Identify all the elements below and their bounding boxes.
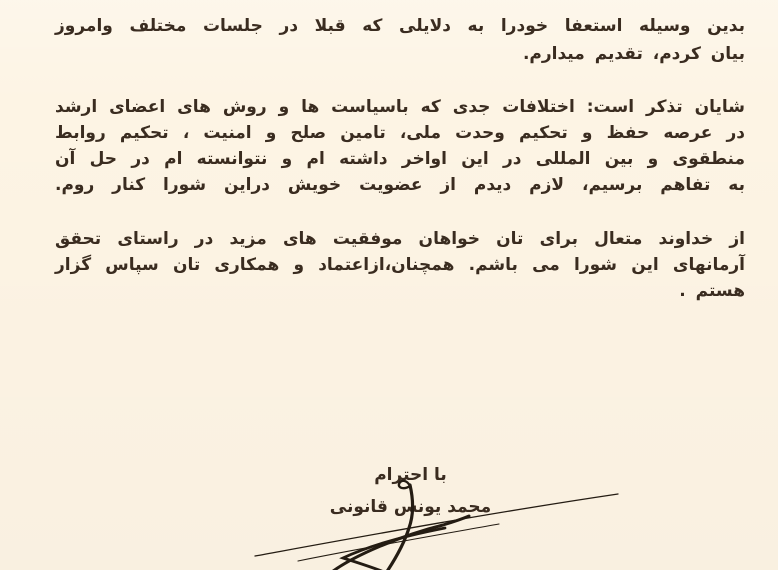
letter-line: شایان تذکر است: اختلافات جدی که باسیاست ها و روش های اعضای ارشد: [55, 97, 745, 117]
paragraph-opening: [55, 12, 745, 68]
signoff-block: [293, 461, 528, 522]
letter-line: بدین وسیله استعفا خودرا به دلایلی که قبلا در جلسات مختلف وامروز: [55, 16, 745, 36]
signoff-salutation: با احترام: [374, 465, 447, 485]
signature-thin-stroke: [298, 524, 499, 561]
signature-bold-stroke: [328, 516, 469, 570]
paragraph-body: [55, 94, 745, 198]
letter-line: از خداوند متعال برای تان خواهان موفقیت های مزید در راستای تحقق: [55, 229, 745, 249]
letter-line: بیان کردم، تقدیم میدارم.: [522, 44, 745, 64]
letter-line: در عرصه حفظ و تحکیم وحدت ملی، تامین صلح و امنیت ، تحکیم روابط: [55, 123, 745, 143]
signatory-name: محمد یونس قانونی: [329, 497, 492, 517]
letter-line: هستم .: [679, 281, 745, 301]
letter-line: به تفاهم برسیم، لازم دیدم از عضویت خویش دراین شورا کنار روم.: [55, 175, 745, 195]
signature-bold-stroke: [343, 528, 445, 570]
paragraph-closing: [55, 226, 745, 304]
letter-line: منطقوی و بین المللی در این اواخر داشته ام و نتوانسته ام در حل آن: [55, 149, 745, 169]
letter-line: آرمانهای این شورا می باشم. همچنان،ازاعتماد و همکاری تان سپاس گزار: [55, 255, 745, 275]
